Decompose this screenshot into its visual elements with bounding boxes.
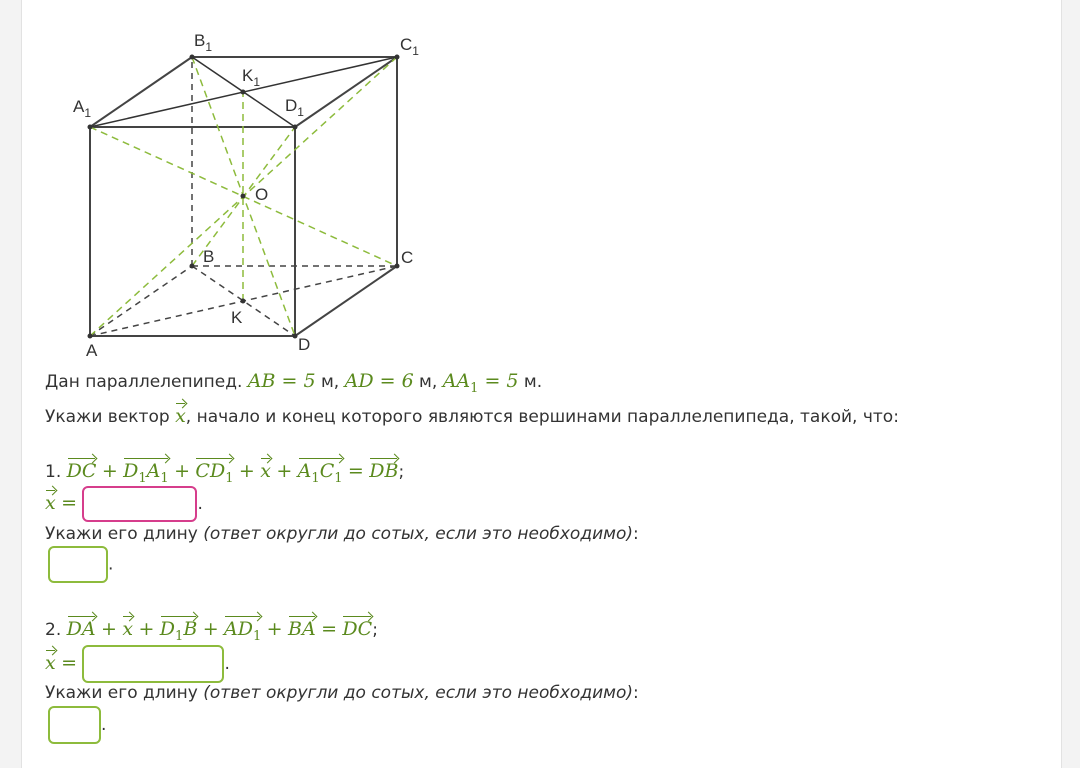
parallelepiped-figure xyxy=(60,25,440,360)
label-a: A xyxy=(86,341,98,360)
label-d1: $D_1$ xyxy=(285,96,304,119)
label-b1: $B_1$ xyxy=(194,31,213,54)
q1-length-label: Укажи его длину (ответ округли до сотых, если это необходимо): xyxy=(45,524,639,544)
q1-vector-input[interactable] xyxy=(82,486,197,522)
edge-c1-d1 xyxy=(295,57,397,127)
vector-x: x xyxy=(175,401,186,427)
label-c1: $C_1$ xyxy=(400,35,419,58)
label-o: O xyxy=(255,185,269,204)
label-k1: $K_1$ xyxy=(242,66,261,89)
q2-answer-row: x = . xyxy=(45,645,230,683)
label-d: D xyxy=(298,335,311,354)
edge-d-c xyxy=(295,266,397,336)
q2-length-row: . xyxy=(48,706,106,744)
label-k: K xyxy=(231,308,243,327)
q1-equation: 1. DC + $D_1A_1 + CD_1 + x + A_1C_1$ = DB; xyxy=(45,456,404,486)
q1-length-input[interactable] xyxy=(48,546,108,583)
hidden-edge-a-b xyxy=(90,266,192,336)
intro-line: Дан параллелепипед. AB = 5 м, AD = 6 м, $AA_1 = 5$ м. xyxy=(45,370,543,396)
task-line: Укажи вектор x, начало и конец которого являются вершинами параллелепипеда, такой, что: xyxy=(45,401,899,427)
q2-vector-input[interactable] xyxy=(82,645,224,683)
q1-length-row: . xyxy=(48,546,113,583)
label-c: C xyxy=(401,248,414,267)
q1-answer-row: x = . xyxy=(45,486,203,522)
q2-length-label: Укажи его длину (ответ округли до сотых, если это необходимо): xyxy=(45,683,639,703)
q2-equation: 2. DA + $x + D_1B + AD_1$ + BA = DC; xyxy=(45,614,378,644)
label-a1: $A_1$ xyxy=(73,97,92,120)
edge-a1-b1 xyxy=(90,57,192,127)
label-b: B xyxy=(203,247,215,266)
q2-length-input[interactable] xyxy=(48,706,101,744)
